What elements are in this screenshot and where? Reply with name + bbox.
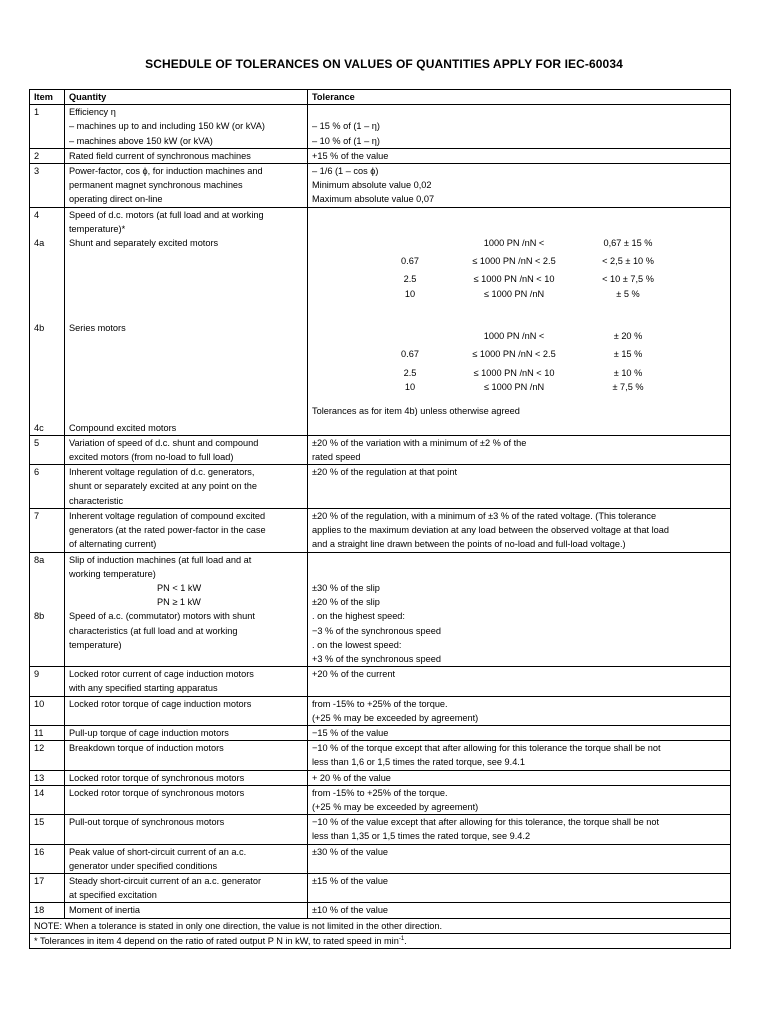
tolerance-line: from -15% to +25% of the torque. (312, 787, 448, 798)
tolerance-line: – 15 % of (1 – η) (312, 121, 380, 132)
item-number: 2 (30, 148, 65, 163)
series-ratio-row (312, 329, 726, 343)
ratio-tolerance: < 10 ± 7,5 % (602, 274, 654, 285)
tolerance-line: from -15% to +25% of the torque. (312, 698, 448, 709)
table-row (30, 785, 731, 814)
footnote-superscript: -1 (398, 935, 405, 942)
footnote-text (30, 933, 731, 948)
footnote-main: * Tolerances in item 4 depend on the ratio of rated output P N in kW, to rated speed in min (34, 935, 399, 946)
tolerance-cell (308, 164, 731, 208)
quantity-line: – machines up to and including 150 kW (or kVA) (69, 121, 265, 132)
tolerance-line: +3 % of the synchronous speed (312, 653, 441, 664)
quantity-cell: Locked rotor torque of synchronous motors (65, 785, 308, 814)
item-number: 5 (30, 435, 65, 464)
shunt-ratio-row (312, 287, 726, 301)
quantity-line: Speed of a.c. (commutator) motors with shunt (69, 611, 255, 622)
quantity-line: permanent magnet synchronous machines (69, 180, 243, 191)
item-number: 13 (30, 770, 65, 785)
tolerance-cell (308, 785, 731, 814)
tolerance-cell: ±10 % of the value (308, 903, 731, 918)
table-row (30, 770, 731, 785)
tolerance-line: less than 1,35 or 1,5 times the rated torque, see 9.4.2 (312, 831, 531, 842)
quantity-line: PN < 1 kW (157, 582, 202, 593)
table-header-row (30, 90, 731, 105)
item-4b-label: 4b (34, 323, 45, 334)
ratio-lower: 0.67 (401, 349, 419, 360)
quantity-cell: Breakdown torque of induction motors (65, 741, 308, 770)
tolerance-cell: +15 % of the value (308, 148, 731, 163)
item-number: 14 (30, 785, 65, 814)
quantity-line: Inherent voltage regulation of compound excited (69, 510, 266, 521)
ratio-lower: 2.5 (403, 274, 417, 285)
quantity-line: Variation of speed of d.c. shunt and compound (69, 437, 259, 448)
table-row (30, 903, 731, 918)
item-number: 16 (30, 844, 65, 873)
footnote-end: . (404, 935, 407, 946)
tolerance-line: ±20 % of the regulation, with a minimum of ±3 % of the rated voltage. (This tolerance (312, 510, 657, 521)
quantity-line: with any specified starting apparatus (69, 683, 218, 694)
tolerance-cell: ±30 % of the value (308, 844, 731, 873)
quantity-line: at specified excitation (69, 890, 157, 901)
ratio-lower: 2.5 (403, 367, 417, 378)
table-row (30, 164, 731, 208)
item-number: 17 (30, 873, 65, 902)
item-8a-label: 8a (34, 554, 45, 565)
tolerance-line: ±30 % of the slip (312, 582, 380, 593)
quantity-line: operating direct on-line (69, 194, 163, 205)
quantity-line: excited motors (from no-load to full load) (69, 452, 234, 463)
table-row (30, 844, 731, 873)
tolerance-cell: +20 % of the current (308, 667, 731, 696)
tolerance-line: – 1/6 (1 – cos ϕ) (312, 166, 379, 177)
quantity-line: Efficiency η (69, 107, 116, 118)
quantity-line: – machines above 150 kW (or kVA) (69, 135, 213, 146)
quantity-cell (65, 465, 308, 509)
item-number: 1 (30, 105, 65, 149)
tolerance-line: applies to the maximum deviation at any load between the observed voltage at that load (312, 525, 670, 536)
quantity-cell (65, 105, 308, 149)
series-ratio-row (312, 366, 726, 380)
ratio-tolerance: ± 10 % (613, 367, 643, 378)
header-item: Item (30, 90, 65, 105)
tolerance-line: ±20 % of the variation with a minimum of ±2 % of the (312, 437, 527, 448)
quantity-cell (65, 873, 308, 902)
quantity-cell (65, 207, 308, 435)
ratio-tolerance: < 2,5 ± 10 % (602, 256, 654, 267)
item-4-label: 4 (34, 209, 40, 220)
table-row (30, 667, 731, 696)
table-row (30, 148, 731, 163)
table-row (30, 105, 731, 149)
ratio-range: ≤ 1000 PN /nN < 2.5 (472, 349, 556, 360)
quantity-cell: Locked rotor torque of synchronous motors (65, 770, 308, 785)
tolerance-cell (308, 815, 731, 844)
quantity-line: characteristic (69, 495, 124, 506)
tolerance-table (29, 89, 731, 949)
table-row (30, 552, 731, 667)
quantity-cell: Pull-out torque of synchronous motors (65, 815, 308, 844)
tolerance-line: −3 % of the synchronous speed (312, 625, 441, 636)
header-tolerance: Tolerance (308, 90, 731, 105)
item-4c-label: 4c (34, 422, 44, 433)
table-row (30, 725, 731, 740)
quantity-cell (65, 435, 308, 464)
note-text: NOTE: When a tolerance is stated in only one direction, the value is not limited in the other direction. (30, 918, 731, 933)
item-number: 10 (30, 696, 65, 725)
item-number: 9 (30, 667, 65, 696)
ratio-tolerance: ± 20 % (613, 331, 643, 342)
ratio-lower: 0.67 (401, 256, 419, 267)
tolerance-line: less than 1,6 or 1,5 times the rated torque, see 9.4.1 (312, 757, 525, 768)
ratio-tolerance: 0,67 ± 15 % (603, 238, 653, 249)
ratio-range: ≤ 1000 PN /nN (483, 381, 545, 392)
quantity-line: temperature)* (69, 223, 126, 234)
item-number (30, 552, 65, 667)
quantity-line: Power-factor, cos ϕ, for induction machines and (69, 166, 263, 177)
table-row (30, 873, 731, 902)
tolerance-cell: + 20 % of the value (308, 770, 731, 785)
ratio-range: 1000 PN /nN < (483, 238, 545, 249)
header-quantity: Quantity (65, 90, 308, 105)
quantity-line: Shunt and separately excited motors (69, 238, 219, 249)
tolerance-line: ±20 % of the slip (312, 597, 380, 608)
quantity-line: PN ≥ 1 kW (157, 597, 201, 608)
item-number: 11 (30, 725, 65, 740)
ratio-range: 1000 PN /nN < (483, 331, 545, 342)
tolerance-line: and a straight line drawn between the points of no-load and full-load voltage.) (312, 539, 626, 550)
tolerance-cell: ±15 % of the value (308, 873, 731, 902)
tolerance-cell (308, 696, 731, 725)
quantity-line: Locked rotor current of cage induction motors (69, 669, 254, 680)
series-ratio-row (312, 347, 726, 361)
tolerance-cell: −15 % of the value (308, 725, 731, 740)
quantity-line: working temperature) (69, 568, 156, 579)
quantity-line: temperature) (69, 639, 122, 650)
tolerance-cell (308, 105, 731, 149)
tolerance-line: −10 % of the value except that after allowing for this tolerance, the torque shall be not (312, 817, 660, 828)
table-row (30, 508, 731, 552)
footnote-row (30, 933, 731, 948)
quantity-cell (65, 508, 308, 552)
item-4a-label: 4a (34, 238, 45, 249)
ratio-tolerance: ± 7,5 % (612, 381, 644, 392)
tolerance-line: – 10 % of (1 – η) (312, 135, 380, 146)
tolerance-line: . on the highest speed: (312, 611, 405, 622)
quantity-cell: Moment of inertia (65, 903, 308, 918)
tolerance-cell: ±20 % of the regulation at that point (308, 465, 731, 509)
quantity-line: Steady short-circuit current of an a.c. generator (69, 875, 262, 886)
ratio-tolerance: ± 15 % (613, 349, 643, 360)
quantity-cell (65, 552, 308, 667)
item-number: 12 (30, 741, 65, 770)
ratio-range: ≤ 1000 PN /nN (483, 288, 545, 299)
item-number (30, 207, 65, 435)
ratio-range: ≤ 1000 PN /nN < 10 (473, 367, 555, 378)
table-row (30, 696, 731, 725)
item-8b-label: 8b (34, 611, 45, 622)
tolerance-cell (308, 741, 731, 770)
quantity-cell (65, 164, 308, 208)
tolerance-line: . on the lowest speed: (312, 639, 402, 650)
tolerance-line: Maximum absolute value 0,07 (312, 194, 435, 205)
ratio-range: ≤ 1000 PN /nN < 2.5 (472, 256, 556, 267)
tolerance-line: (+25 % may be exceeded by agreement) (312, 712, 479, 723)
quantity-line: generator under specified conditions (69, 860, 218, 871)
quantity-line: Speed of d.c. motors (at full load and at working (69, 209, 264, 220)
shunt-ratio-row (312, 254, 726, 268)
item-number: 6 (30, 465, 65, 509)
quantity-line: Series motors (69, 323, 126, 334)
note-row (30, 918, 731, 933)
quantity-cell: Locked rotor torque of cage induction motors (65, 696, 308, 725)
quantity-line: Slip of induction machines (at full load and at (69, 554, 252, 565)
table-row (30, 741, 731, 770)
item-number: 18 (30, 903, 65, 918)
item-number: 3 (30, 164, 65, 208)
table-row (30, 465, 731, 509)
quantity-cell (65, 667, 308, 696)
item-number: 7 (30, 508, 65, 552)
table-row (30, 207, 731, 435)
tolerance-line: (+25 % may be exceeded by agreement) (312, 801, 479, 812)
tolerance-line: Minimum absolute value 0,02 (312, 180, 432, 191)
quantity-cell (65, 844, 308, 873)
quantity-line: generators (at the rated power-factor in the case (69, 525, 266, 536)
tolerance-line: rated speed (312, 452, 361, 463)
shunt-ratio-row (312, 236, 726, 250)
page-title: SCHEDULE OF TOLERANCES ON VALUES OF QUANTITIES APPLY FOR IEC-60034 (145, 57, 623, 71)
quantity-line: Compound excited motors (69, 422, 177, 433)
quantity-cell: Rated field current of synchronous machines (65, 148, 308, 163)
tolerance-cell (308, 552, 731, 667)
quantity-line: of alternating current) (69, 539, 157, 550)
table-row (30, 435, 731, 464)
quantity-cell: Pull-up torque of cage induction motors (65, 725, 308, 740)
tolerance-cell (308, 435, 731, 464)
shunt-ratio-row (312, 272, 726, 286)
ratio-lower: 10 (404, 288, 416, 299)
quantity-line: shunt or separately excited at any point on the (69, 481, 257, 492)
ratio-tolerance: ± 5 % (616, 288, 640, 299)
tolerance-cell (308, 207, 731, 435)
quantity-line: characteristics (at full load and at working (69, 625, 238, 636)
tolerance-line: −10 % of the torque except that after allowing for this tolerance the torque shall be not (312, 743, 661, 754)
ratio-range: ≤ 1000 PN /nN < 10 (473, 274, 555, 285)
tolerance-line: Tolerances as for item 4b) unless otherwise agreed (312, 406, 520, 417)
tolerance-cell (308, 508, 731, 552)
item-number: 15 (30, 815, 65, 844)
quantity-line: Peak value of short-circuit current of an a.c. (69, 846, 247, 857)
series-ratio-row (312, 380, 726, 394)
quantity-line: Inherent voltage regulation of d.c. generators, (69, 467, 255, 478)
ratio-lower: 10 (404, 381, 416, 392)
table-row (30, 815, 731, 844)
